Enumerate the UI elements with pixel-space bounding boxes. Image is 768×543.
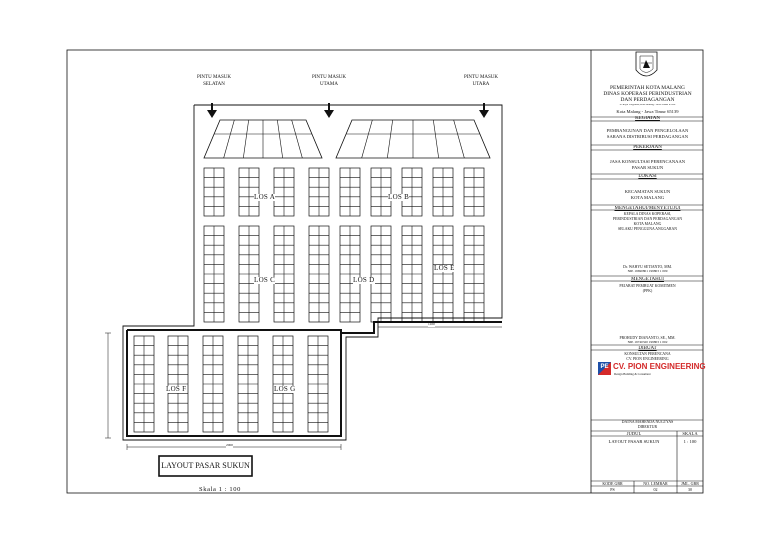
stall-block-top (309, 168, 329, 216)
stall-block-mid (340, 226, 360, 322)
dimension-lines (105, 327, 502, 450)
los-label-d: LOS D (353, 276, 375, 284)
stall-block-top (433, 168, 453, 216)
approval-line-2: PERINDUSTRIAN DAN PERDAGANGAN (612, 217, 683, 221)
los-label-g: LOS G (274, 385, 296, 393)
column-skala: SKALA (682, 431, 698, 436)
stall-block-lower (134, 336, 154, 432)
approval-line-3: KOTA MALANG (633, 222, 662, 226)
stall-block-lower (238, 336, 258, 432)
stall-block-top (402, 168, 422, 216)
consultant-line-1: KONSULTAN PERENCANA (624, 352, 671, 356)
pekerjaan-line-2: PASAR SUKUN (631, 165, 664, 170)
agency-city: Kota Malang - Jawa Timur 65139 (616, 109, 679, 114)
stall-block-mid (274, 226, 294, 322)
stall-block-lower (168, 336, 188, 432)
approver-name: Dr. WAHYU SETIANTO, MM. (623, 265, 672, 269)
check-line-1: PEJABAT PEMBUAT KOMITMEN (619, 284, 676, 288)
stall-block-top (371, 168, 391, 216)
step-wall (341, 322, 502, 333)
stall-block-top (274, 168, 294, 216)
kegiatan-line-2: SARANA DISTRIBUSI PERDAGANGAN (606, 134, 689, 139)
check-line-2: (PPK) (642, 289, 653, 293)
entrance-label-selatan: PINTU MASUK SELATAN (196, 75, 232, 87)
agency-line-2: DINAS KOPERASI PERINDUSTRIAN (603, 91, 692, 97)
stall-block-top (464, 168, 484, 216)
stall-blocks (134, 168, 484, 432)
kegiatan-header: KEGIATAN (635, 116, 660, 121)
lokasi-line-1: KECAMATAN SUKUN (624, 189, 671, 194)
column-judul: JUDUL (626, 431, 642, 436)
approval-header: MENGETAHUI/MENYETUJUI (614, 206, 681, 211)
kegiatan-line-1: PEMBANGUNAN DAN PENGELOLAAN (606, 128, 689, 133)
director-name: DATNA MAHENDA NUGTYAS (621, 420, 674, 424)
column-jml: JML. GBR (681, 481, 699, 486)
consultant-logo-text: PE (600, 364, 609, 370)
stall-block-mid (464, 226, 484, 322)
plan-scale: Skala 1 : 100 (199, 486, 241, 493)
stall-block-mid (433, 226, 453, 322)
los-label-f: LOS F (166, 385, 187, 393)
jml-value: 30 (688, 487, 692, 492)
los-label-c: LOS C (254, 276, 276, 284)
judul-value: LAYOUT PASAR SUKUN (608, 439, 660, 444)
stall-block-mid (371, 226, 391, 322)
lokasi-line-2: KOTA MALANG (630, 195, 665, 200)
agency-line-3: DAN PERDAGANGAN (620, 97, 675, 103)
stall-block-top (204, 168, 224, 216)
skala-value: 1 : 100 (683, 439, 697, 444)
approval-line-4: SELAKU PENGGUNA ANGGARAN (617, 227, 678, 231)
consultant-tagline: Design Building & Consultant (614, 372, 651, 376)
city-emblem-icon (636, 52, 657, 76)
lembar-value: 02 (653, 487, 658, 492)
agency-address: Jl. Raya Tlogomas, Kota Malang - Jawa Timur 65139 (619, 104, 676, 106)
stall-block-mid (309, 226, 329, 322)
stall-block-top (340, 168, 360, 216)
stall-block-lower (203, 336, 223, 432)
consultant-name: CV. PION ENGINEERING (613, 362, 706, 371)
los-label-e: LOS E (434, 264, 455, 272)
check-nip: NIP. 19740320 199803 1 002 (627, 341, 668, 344)
stall-block-top (239, 168, 259, 216)
stall-block-mid (239, 226, 259, 322)
kode-value: PS (610, 487, 615, 492)
kiosk-row-right (336, 120, 490, 158)
pekerjaan-line-1: JASA KONSULTASI PERENCANAAN (609, 159, 686, 164)
dimension-note-right: 1100 (428, 322, 435, 326)
los-label-a: LOS A (254, 193, 276, 201)
approver-nip: NIP. 19690801 199803 1 009 (627, 270, 668, 273)
entrance-label-utama: PINTU MASUK UTAMA (311, 75, 347, 87)
stall-block-lower (273, 336, 293, 432)
check-name: PROHUDY DIANANTO, SE., MM. (619, 336, 676, 340)
column-lembar: NO. LEMBAR (643, 481, 668, 486)
consultant-header: DIBUAT (638, 346, 657, 351)
director-role: DIREKTUR (637, 425, 658, 429)
pekerjaan-header: PEKERJAAN (633, 145, 662, 150)
entrance-label-utara: PINTU MASUK UTARA (463, 75, 499, 87)
agency-line-1: PEMERINTAH KOTA MALANG (610, 85, 685, 91)
stall-block-mid (402, 226, 422, 322)
los-label-b: LOS B (388, 193, 410, 201)
dimension-note-bottom: 2000 (226, 443, 233, 447)
stall-block-lower (308, 336, 328, 432)
lokasi-header: LOKASI (638, 174, 657, 179)
kiosk-rows (204, 120, 490, 158)
check-header: MENGETAHUI (631, 277, 664, 282)
approval-line-1: KEPALA DINAS KOPERASI, (623, 212, 672, 216)
plan-title: LAYOUT PASAR SUKUN (161, 461, 250, 470)
consultant-line-2: CV. PION ENGINEERING (626, 357, 669, 361)
kiosk-row-left (204, 120, 322, 158)
column-kode: KODE GBR (602, 481, 623, 486)
stall-block-mid (204, 226, 224, 322)
